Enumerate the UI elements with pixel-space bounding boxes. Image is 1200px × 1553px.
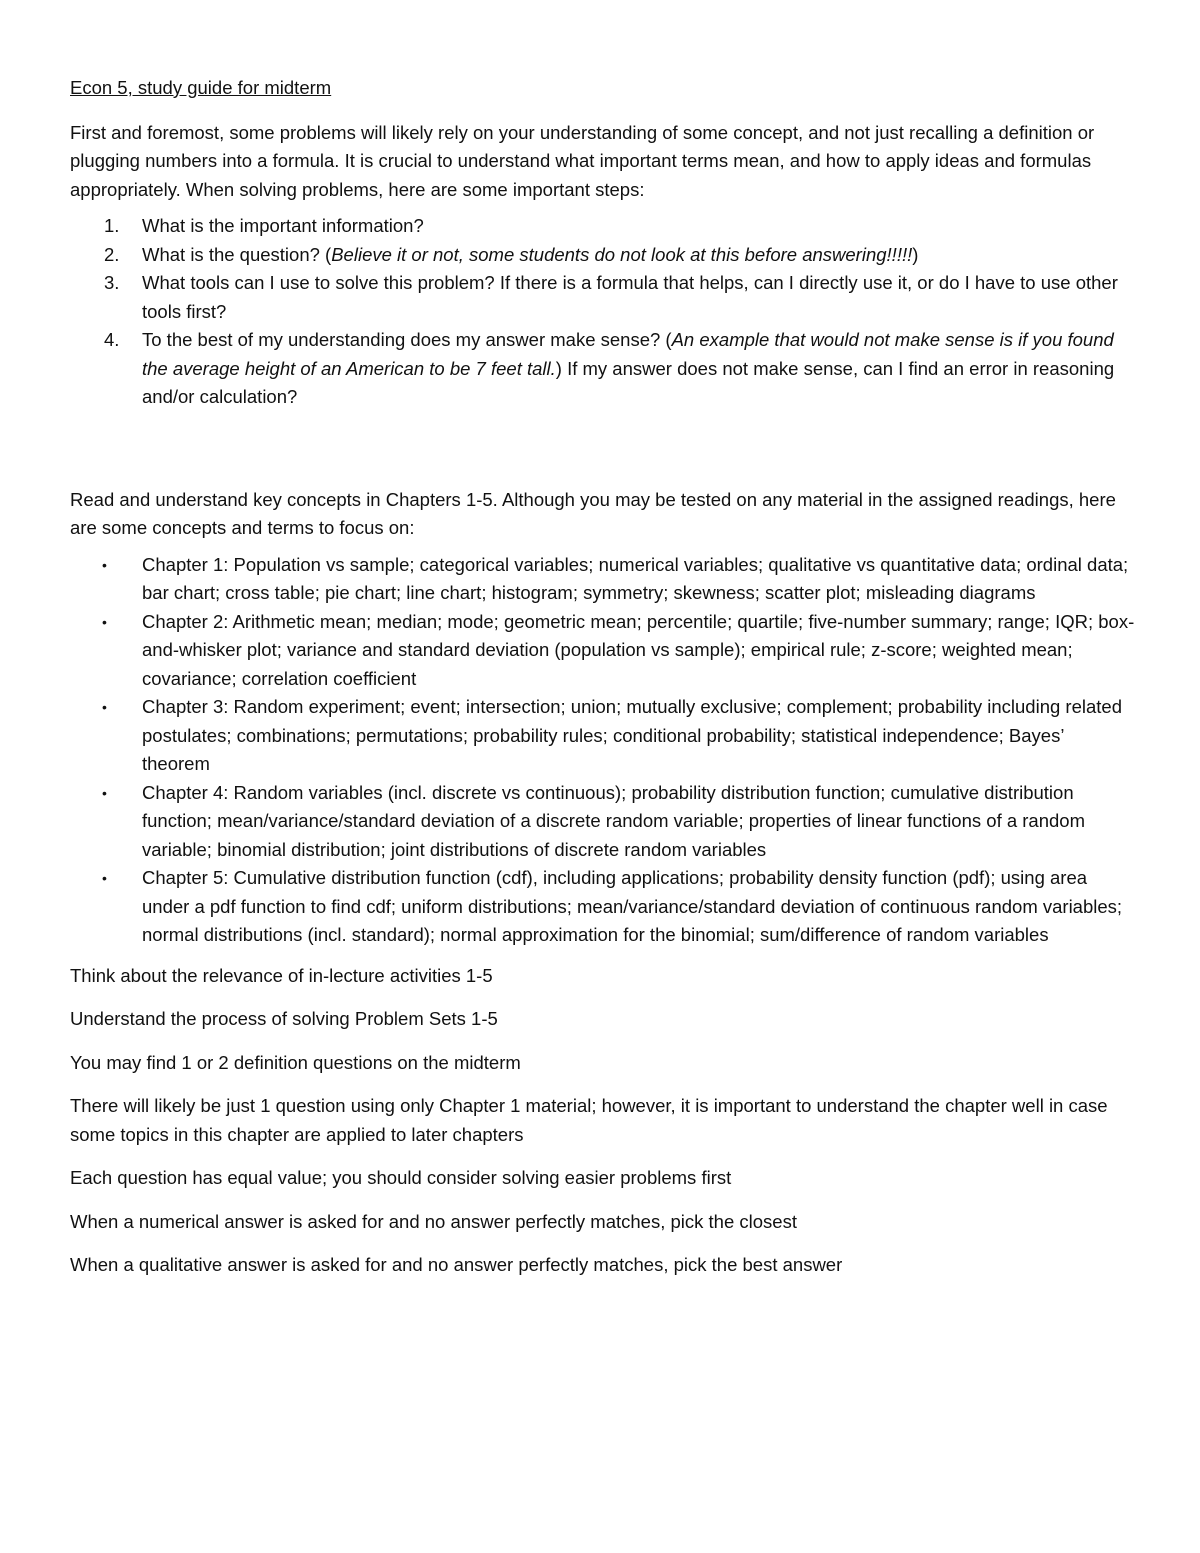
step-italic-text: Believe it or not, some students do not look at this before answering!!!!! (331, 243, 913, 265)
step-item (70, 241, 1135, 270)
step-item (70, 269, 1135, 326)
note-paragraph: You may find 1 or 2 definition questions on the midterm (70, 1051, 521, 1073)
document-title: Econ 5, study guide for midterm (70, 77, 332, 98)
step-text-after: ) If my answer does not make sense, can I find an error in reasoning and/or calculation? (142, 357, 1115, 407)
chapter-text: Chapter 5: Cumulative distribution function (cdf), including applications; probability density function (pdf); using area under a pdf function to find cdf; uniform distributions; mean/variance/standard deviation of continuous random variables; normal distributions (incl. standard); normal approximation for the binomial; sum/difference of random variables (142, 867, 1123, 945)
step-number: 3. (104, 272, 120, 293)
chapter-text: Chapter 2: Arithmetic mean; median; mode; geometric mean; percentile; quartile; five-number summary; range; IQR; box-and-whisker plot; variance and standard deviation (population vs sample); empirical rule; z-score; weighted mean; covariance; correlation coefficient (142, 610, 1135, 689)
intro-paragraph: First and foremost, some problems will likely rely on your understanding of some concept, and not just recalling a definition or plugging numbers into a formula. It is crucial to understand what important terms mean, and how to apply ideas and formulas appropriately. When solving problems, here are some important steps: (70, 121, 1095, 200)
step-number: 2. (104, 243, 120, 265)
read-intro-paragraph: Read and understand key concepts in Chapters 1-5. Although you may be tested on any material in the assigned readings, here are some concepts and terms to focus on: (70, 488, 1116, 538)
step-item (70, 326, 1135, 412)
chapter-item (70, 779, 1135, 865)
chapter-item (70, 693, 1135, 779)
document-page (70, 74, 1135, 1280)
note-paragraph: When a qualitative answer is asked for and no answer perfectly matches, pick the best answer (70, 1254, 843, 1275)
bullet-icon: • (102, 784, 107, 801)
step-item (70, 212, 1135, 241)
chapter-text: Chapter 1: Population vs sample; categorical variables; numerical variables; qualitative vs quantitative data; ordinal data; bar chart; cross table; pie chart; line chart; histogram; symmetry; skewness; scatter plot; misleading diagrams (142, 553, 1129, 603)
step-text: What is the question? ( (142, 243, 332, 265)
chapter-item (70, 864, 1135, 950)
step-italic-text: An example that would not make sense is if you found the average height of an American to be 7 feet tall. (142, 329, 1114, 379)
step-text: To the best of my understanding does my answer make sense? ( (142, 329, 672, 350)
bullet-icon: • (102, 613, 107, 630)
blank-gap (70, 412, 1135, 460)
note-paragraph: Understand the process of solving Problem Sets 1-5 (70, 1008, 498, 1029)
chapter-item (70, 551, 1135, 608)
note-paragraph: When a numerical answer is asked for and no answer perfectly matches, pick the closest (70, 1210, 797, 1232)
step-number: 1. (104, 215, 120, 236)
bullet-icon: • (102, 556, 107, 573)
step-text-after: ) (912, 243, 919, 265)
steps-list (70, 212, 1135, 412)
note-paragraph: There will likely be just 1 question using only Chapter 1 material; however, it is important to understand the chapter well in case some topics in this chapter are applied to later chapters (70, 1095, 1108, 1145)
chapter-text: Chapter 4: Random variables (incl. discrete vs continuous); probability distribution function; cumulative distribution function; mean/variance/standard deviation of a discrete random variable; properties of linear functions of a random variable; binomial distribution; joint distributions of discrete random variables (142, 781, 1086, 860)
chapter-list (70, 551, 1135, 950)
step-number: 4. (104, 329, 120, 350)
bullet-icon: • (102, 699, 107, 715)
step-text: What tools can I use to solve this problem? If there is a formula that helps, can I directly use it, or do I have to use other tools first? (142, 272, 1118, 322)
note-paragraph: Think about the relevance of in-lecture activities 1-5 (70, 964, 493, 986)
chapter-item (70, 608, 1135, 694)
step-text: What is the important information? (142, 215, 424, 236)
chapter-text: Chapter 3: Random experiment; event; intersection; union; mutually exclusive; complement; probability including related postulates; combinations; permutations; probability rules; conditional probability; statistical independence; Bayes’ theorem (142, 696, 1122, 774)
bullet-icon: • (102, 870, 107, 886)
note-paragraph: Each question has equal value; you should consider solving easier problems first (70, 1167, 732, 1188)
